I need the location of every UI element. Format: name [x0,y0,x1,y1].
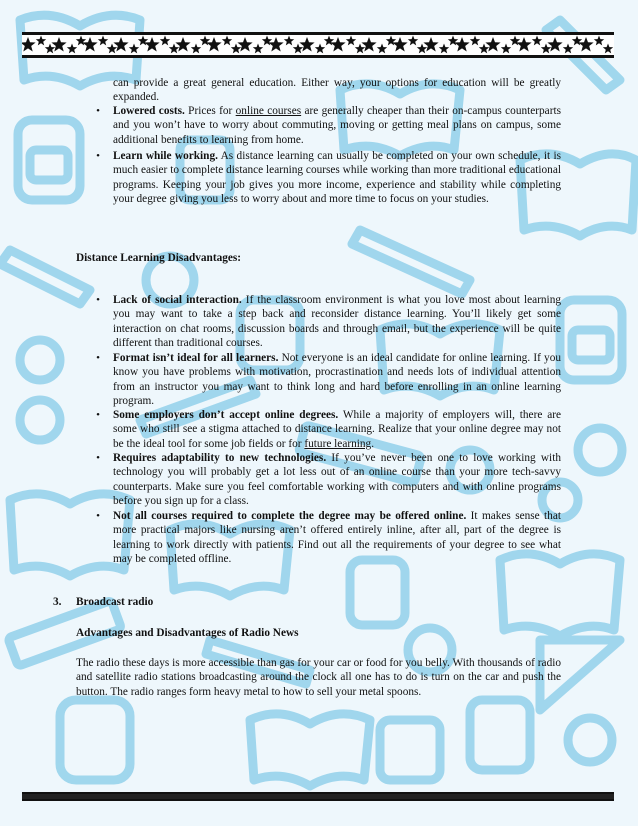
item-text: Prices for [184,105,236,117]
item-text: . [371,437,375,450]
disadvantage-item-4 [113,451,561,509]
subheading: Advantages and Disadvantages of Radio News [76,627,299,639]
disadvantage-item-2 [113,351,561,409]
intro-continuation: can provide a great general education. Either way, your options for education will be greatly expanded. [113,77,561,104]
item-heading: Not all courses required to complete the degree may be offered online. [113,510,467,522]
item-text: If you’ve never been one to love working with technology you will probably get a lot less out of an online course than your more tech-savvy counterparts. Make sure you feel comfortable working with computers and with online programs before you sign up for a class. [113,452,561,508]
item-heading: Learn while working. [113,150,218,162]
item-text: Not everyone is an ideal candidate for online learning. If you know you have problems with motivation, procrastination and needs lots of individual attention from an instructor you may want to think long and hard before enrolling in an online learning program. [113,352,562,408]
bullet: • [96,409,100,421]
item-text: It makes sense that more practical majors like nursing aren’t offered entirely inline, after all, part of the degree is learning to work directly with patients. Find out all the requirements of your degree to see what may be completed offline. [113,510,561,566]
bullet: • [96,452,100,464]
radio-paragraph: The radio these days is more accessible than gas for your car or food for you belly. With thousands of radio and satellite radio stations broadcasting around the clock all one has to do is turn on the car and push the button. The radio ranges form heavy metal to how to sell your metal spoons. [76,657,561,698]
advantage-item-2 [113,149,561,207]
bullet: • [96,105,100,117]
disadvantage-item-3 [113,408,561,451]
item-text: If the classroom environment is what you love most about learning you may want to take a step back and reconsider distance learning. You’ll likely get some interaction on chat rooms, discussion boards and through email, but the experience will be quite different than traditional courses. [113,294,561,350]
item-heading: Some employers don’t accept online degrees. [113,409,339,421]
online-courses-link[interactable]: online courses [235,105,302,117]
item-heading: Lowered costs. [113,105,185,117]
item-text: While a majority of employers will, there are some who still see a stigma attached to distance learning. Realize that your online degree may not be the ideal tool for some job fields or for [113,409,561,450]
item-heading: Lack of social interaction. [113,294,242,306]
bullet: • [96,510,100,522]
bullet: • [96,150,100,162]
future-learning-link[interactable]: future learning [304,437,372,450]
bullet: • [96,352,100,364]
section-number: 3. [53,596,62,608]
disadvantage-item-5 [113,509,561,567]
bullet: • [96,294,100,306]
advantage-item-1 [113,104,561,147]
item-heading: Requires adaptability to new technologies. [113,452,327,464]
disadvantages-heading: Distance Learning Disadvantages: [76,252,242,264]
section-title: Broadcast radio [76,596,154,608]
item-text: are generally cheaper than their on-campus counterparts and you won’t have to worry about commuting, moving or getting meal plans on campus, some additional benefits to learning from home. [113,105,561,146]
disadvantage-item-1 [113,293,561,351]
item-heading: Format isn’t ideal for all learners. [113,352,279,364]
item-text: As distance learning can usually be completed on your own schedule, it is much easier to complete distance learning courses while working than more traditional educational programs. Keeping your job gives you more income, experience and stability while completing your degree giving you less to worry about and more time to focus on your studies. [113,150,561,206]
